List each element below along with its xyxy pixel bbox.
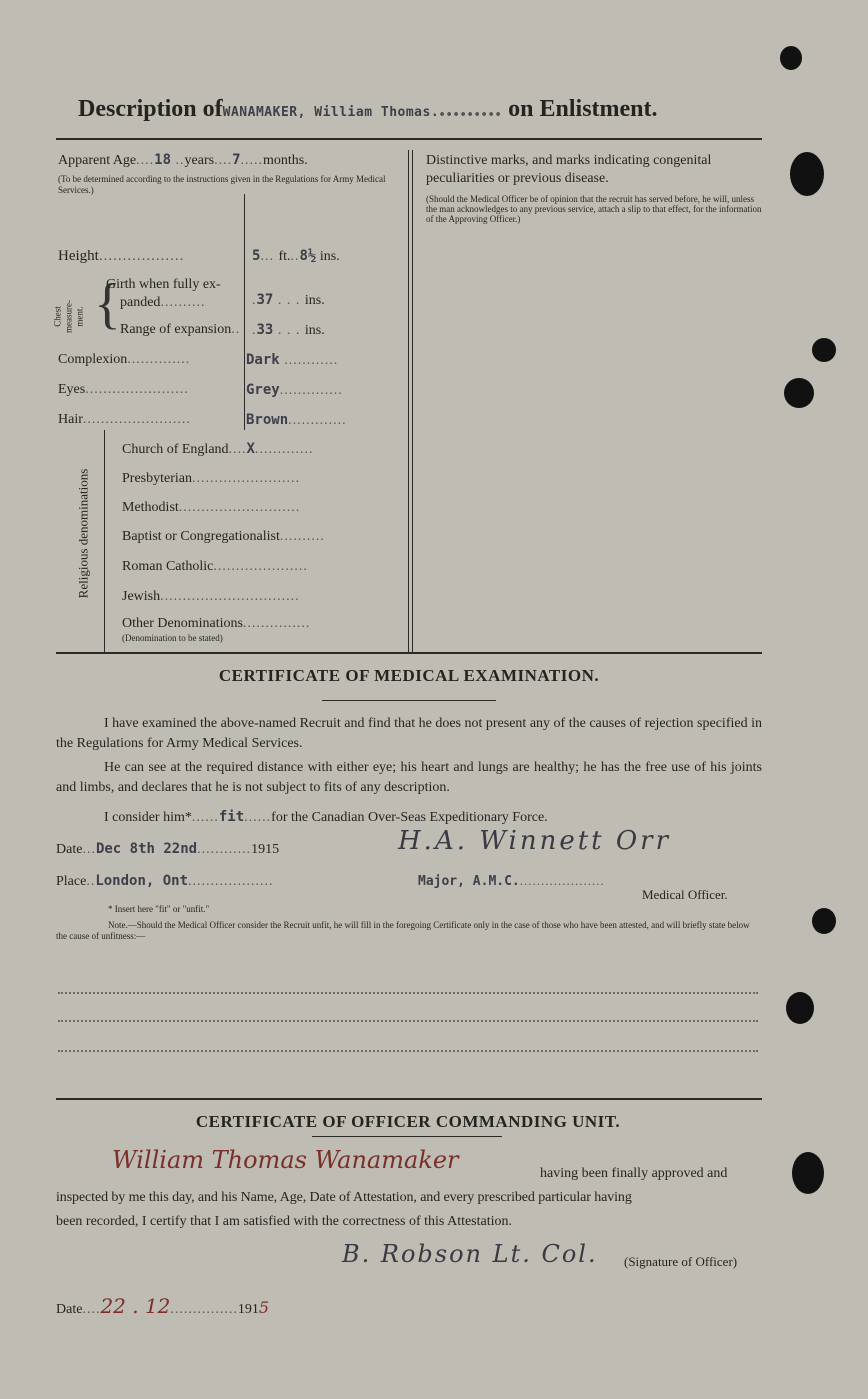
- religion-item-church-of-england: Church of England....X.............: [122, 441, 314, 457]
- marks-heading: Distinctive marks, and marks indicating congenital peculiarities or previous disease.: [426, 153, 712, 186]
- religion-item-methodist: Methodist...........................: [122, 500, 301, 515]
- consider-row: I consider him*......fit......for the Canadian Over-Seas Expeditionary Force.: [104, 809, 548, 825]
- medical-para-1: I have examined the above-named Recruit and find that he does not present any of the causes of rejection specified in the Regulations for Army Medical Services.: [56, 716, 762, 751]
- insert-note: * Insert here "fit" or "unfit.": [108, 904, 210, 914]
- medical-para-2: He can see at the required distance with either eye; his heart and lungs are healthy; he has the free use of his joints and limbs, and declares that he is not subject to fits of any description.: [56, 760, 762, 795]
- medical-officer-label: Medical Officer.: [642, 887, 728, 902]
- complexion-value: Dark ............: [246, 352, 339, 368]
- center-divider: [408, 150, 409, 652]
- height-row: Height..................: [58, 248, 185, 264]
- page-title: Description ofWANAMAKER, William Thomas.......... on Enlistment.: [78, 96, 658, 122]
- unfitness-line: [58, 1050, 758, 1052]
- religion-divider: [104, 430, 105, 652]
- eyes-value: Grey..............: [246, 382, 343, 398]
- punch-hole: [786, 992, 814, 1024]
- height-ins-label: ins.: [319, 249, 340, 264]
- religion-item-baptist: Baptist or Congregationalist..........: [122, 529, 325, 544]
- medical-officer-signature: H.A. Winnett Orr: [398, 826, 672, 856]
- complexion-row: Complexion..............: [58, 352, 191, 367]
- age-note: (To be determined according to the instructions given in the Regulations for Army Medical Services.): [58, 174, 386, 195]
- officer-heading: CERTIFICATE OF OFFICER COMMANDING UNIT.: [195, 1112, 621, 1131]
- officer-text-1: having been finally approved and: [540, 1166, 728, 1181]
- age-row: Apparent Age....18 ..years....7.....months.: [58, 152, 308, 168]
- title-rule: [56, 138, 762, 140]
- officer-date-row: Date....22 . 12...............1915: [56, 1294, 270, 1318]
- punch-hole: [780, 46, 802, 70]
- commanding-officer-signature: B. Robson Lt. Col.: [342, 1240, 598, 1268]
- girth-value: .37 . . . ins.: [252, 292, 325, 308]
- column-divider: [244, 194, 245, 430]
- age-months-label: months.: [263, 153, 308, 168]
- punch-hole: [812, 908, 836, 934]
- officer-heading-rule: [312, 1136, 502, 1137]
- unfitness-line: [58, 992, 758, 994]
- center-divider-2: [412, 150, 413, 652]
- height-label: Height: [58, 248, 99, 264]
- medical-officer-rank: Major, A.M.C.....................: [418, 873, 605, 889]
- punch-hole: [812, 338, 836, 362]
- officer-date-value: 22 . 12: [100, 1294, 171, 1318]
- medical-heading-rule: [322, 700, 496, 701]
- title-suffix: on Enlistment.: [508, 96, 658, 122]
- hair-row: Hair........................: [58, 412, 191, 427]
- range-row: Range of expansion..: [120, 322, 241, 337]
- unfitness-line: [58, 1020, 758, 1022]
- height-inches: 8½: [299, 248, 317, 264]
- section-rule: [56, 1098, 762, 1100]
- unfit-note: Note.—Should the Medical Officer consider the Recruit unfit, he will fill in the foregoing Certificate only in the case of those who have been attested, and will briefly state below the cause of unfitness:—: [56, 920, 750, 941]
- medical-heading: CERTIFICATE OF MEDICAL EXAMINATION.: [218, 666, 600, 685]
- recruit-name: WANAMAKER, William Thomas.: [222, 105, 440, 120]
- officer-recruit-name: William Thomas Wanamaker: [112, 1146, 459, 1174]
- officer-signature-label: (Signature of Officer): [624, 1254, 738, 1269]
- religion-item-jewish: Jewish...............................: [122, 589, 300, 604]
- consider-value: fit: [218, 809, 245, 825]
- medical-place-row: Place..London, Ont...................: [56, 873, 274, 889]
- chest-brace: {: [94, 273, 121, 335]
- chest-side-label: Chest measure-ment.: [52, 300, 85, 333]
- marks-note: (Should the Medical Officer be of opinion that the recruit has served before, he will, unless the man acknowledges to any previous service, attach a slip to that effect, for the information of the Approving Officer.): [426, 194, 762, 224]
- punch-hole: [792, 1152, 824, 1194]
- religion-other: Other Denominations............... (Denomination to be stated): [122, 616, 311, 643]
- age-months-value: 7: [232, 152, 241, 168]
- section-rule: [56, 652, 762, 654]
- officer-text-3: been recorded, I certify that I am satisfied with the correctness of this Attestation.: [56, 1214, 513, 1229]
- height-values: 5... ft...8½ ins.: [252, 248, 340, 264]
- punch-hole: [784, 378, 814, 408]
- officer-text-2: inspected by me this day, and his Name, Age, Date of Attestation, and every prescribed particular having: [56, 1190, 632, 1205]
- age-years-label: years: [184, 153, 215, 168]
- height-feet: 5: [252, 248, 261, 264]
- hair-value: Brown.............: [246, 412, 347, 428]
- age-years-value: 18: [154, 152, 172, 168]
- range-value: .33 . . . ins.: [252, 322, 325, 338]
- girth-label: Girth when fully ex- panded..........: [106, 277, 221, 310]
- religion-side-label: Religious denominations: [75, 468, 91, 599]
- height-ft-label: ft.: [278, 249, 291, 264]
- religion-item-roman-catholic: Roman Catholic.....................: [122, 559, 308, 574]
- title-prefix: Description of: [78, 96, 223, 122]
- religion-item-presbyterian: Presbyterian........................: [122, 471, 300, 486]
- age-label: Apparent Age: [58, 153, 137, 168]
- eyes-row: Eyes.......................: [58, 382, 189, 397]
- punch-hole: [790, 152, 824, 196]
- medical-date-row: Date...Dec 8th 22nd............1915: [56, 841, 280, 857]
